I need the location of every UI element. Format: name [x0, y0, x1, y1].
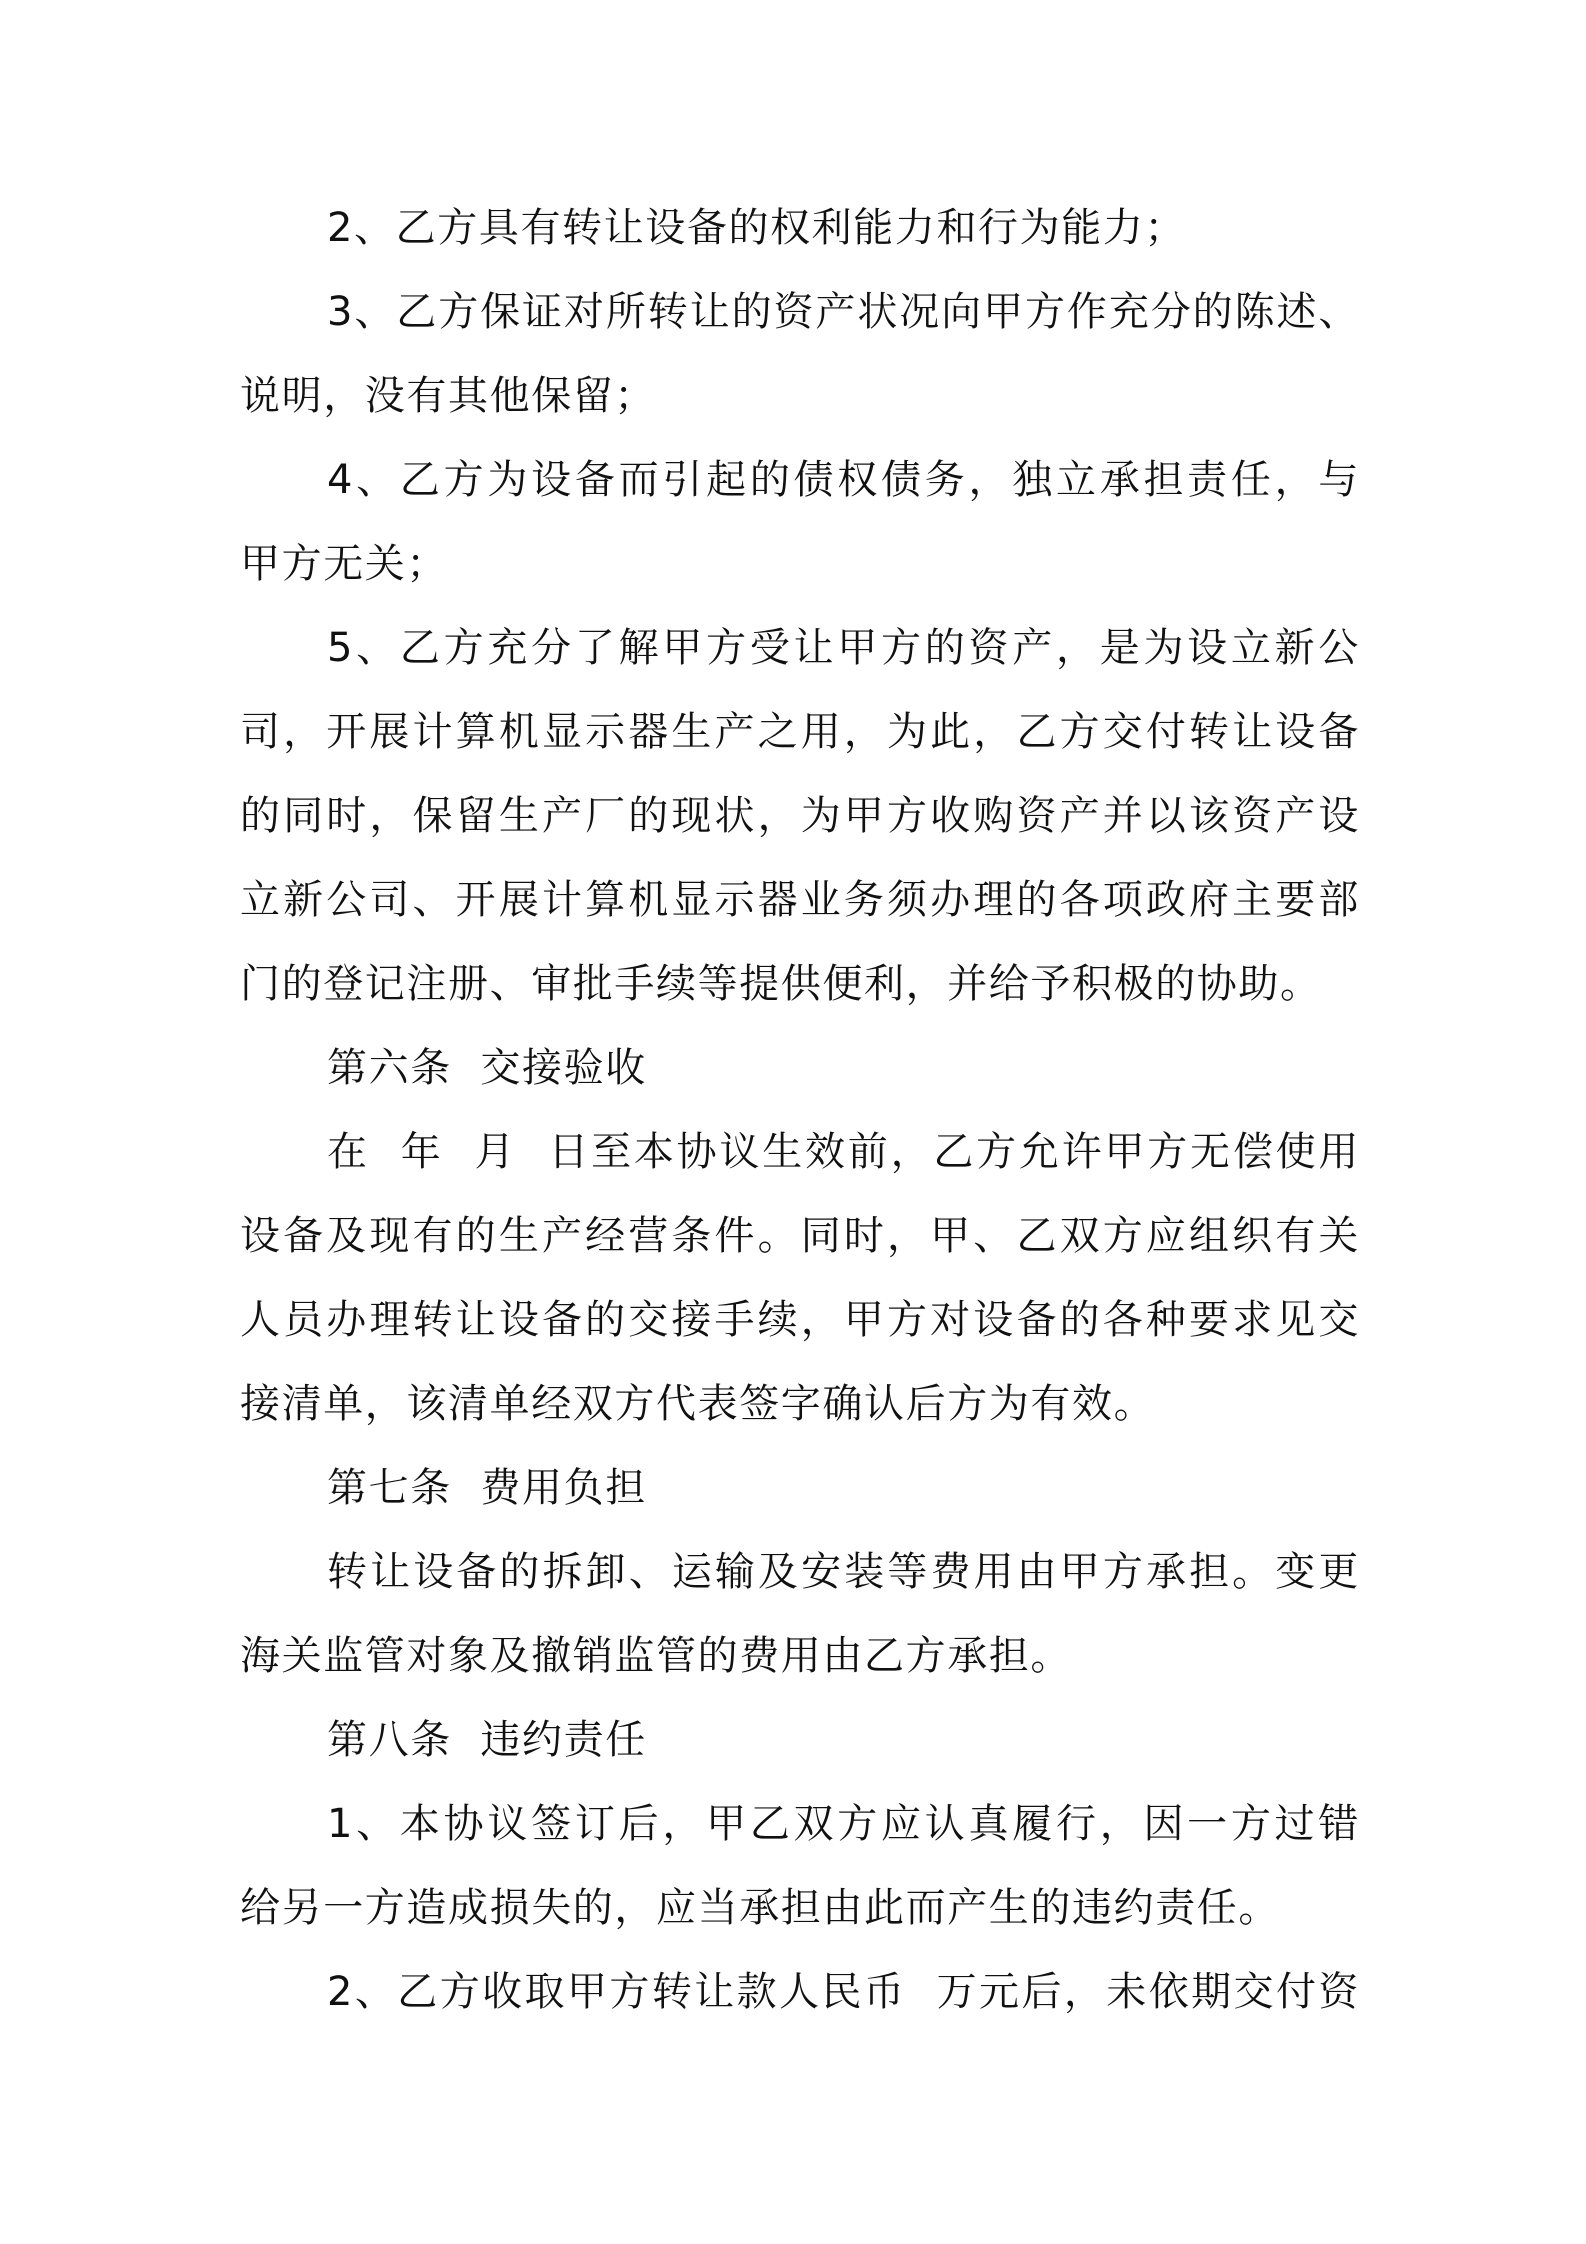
article-6-heading: 第六条 交接验收 [327, 1045, 647, 1091]
article-7-line-2: 海关监管对象及撤销监管的费用由乙方承担。 [240, 1633, 1072, 1679]
article-6-line-4: 接清单，该清单经双方代表签字确认后方为有效。 [240, 1381, 1156, 1427]
article-8-clause-1-line-1: 1、本协议签订后，甲乙双方应认真履行，因一方过错 [327, 1801, 1360, 1847]
clause-5-line-4: 立新公司、开展计算机显示器业务须办理的各项政府主要部 [240, 877, 1360, 923]
clause-4-line-1: 4、乙方为设备而引起的债权债务，独立承担责任，与 [327, 457, 1360, 503]
clause-5-line-3: 的同时，保留生产厂的现状，为甲方收购资产并以该资产设 [240, 793, 1360, 839]
clause-2-line: 2、乙方具有转让设备的权利能力和行为能力； [327, 205, 1187, 251]
clause-3-line-2: 说明，没有其他保留； [240, 373, 656, 419]
article-8-clause-2-line-1: 2、乙方收取甲方转让款人民币 万元后，未依期交付资 [327, 1969, 1360, 2015]
article-6-line-2: 设备及现有的生产经营条件。同时，甲、乙双方应组织有关 [240, 1213, 1360, 1259]
clause-5-line-2: 司，开展计算机显示器生产之用，为此，乙方交付转让设备 [240, 709, 1360, 755]
clause-4-line-2: 甲方无关； [240, 541, 448, 587]
article-7-heading: 第七条 费用负担 [327, 1465, 647, 1511]
article-6-line-1: 在 年 月 日至本协议生效前，乙方允许甲方无偿使用 [327, 1129, 1360, 1175]
clause-3-line-1: 3、乙方保证对所转让的资产状况向甲方作充分的陈述、 [327, 289, 1360, 335]
article-8-heading: 第八条 违约责任 [327, 1717, 647, 1763]
clause-5-line-1: 5、乙方充分了解甲方受让甲方的资产，是为设立新公 [327, 625, 1360, 671]
clause-5-line-5: 门的登记注册、审批手续等提供便利，并给予积极的协助。 [240, 961, 1322, 1007]
article-7-line-1: 转让设备的拆卸、运输及安装等费用由甲方承担。变更 [327, 1549, 1360, 1595]
article-6-line-3: 人员办理转让设备的交接手续，甲方对设备的各种要求见交 [240, 1297, 1360, 1343]
article-8-clause-1-line-2: 给另一方造成损失的，应当承担由此而产生的违约责任。 [240, 1885, 1280, 1931]
